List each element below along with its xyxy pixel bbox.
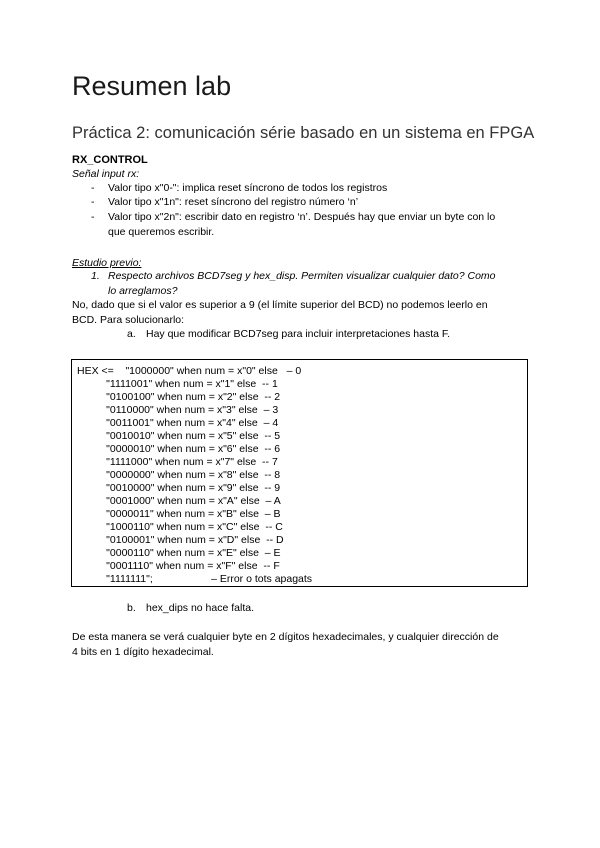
bullet-text: Valor tipo x"2n": escribir dato en registro ‘n’. Después hay que enviar un byte con lo <box>108 211 496 223</box>
bullet-marker: - <box>91 211 95 223</box>
answer-text: No, dado que si el valor es superior a 9 (el límite superior del BCD) no podemos leerlo en <box>72 299 488 311</box>
input-label: Señal input rx: <box>72 168 140 180</box>
conclusion-text-continuation: 4 bits en 1 dígito hexadecimal. <box>72 646 214 658</box>
code-line: "0010010" when num = x"5" else -- 5 <box>77 430 281 442</box>
code-line: "0010000" when num = x"9" else -- 9 <box>77 482 281 494</box>
answer-text-continuation: BCD. Para solucionarlo: <box>72 314 185 326</box>
conclusion-text: De esta manera se verá cualquier byte en 2 dígitos hexadecimales, y cualquier dirección de <box>72 631 499 643</box>
item-a-marker: a. <box>127 328 136 340</box>
page-title: Resumen lab <box>72 71 232 101</box>
code-line: "0100001" when num = x"D" else -- D <box>77 534 284 546</box>
code-box <box>71 359 528 587</box>
section-heading: RX_CONTROL <box>72 154 148 166</box>
question-marker: 1. <box>91 270 100 282</box>
item-a-text: Hay que modificar BCD7seg para incluir interpretaciones hasta F. <box>146 328 451 340</box>
code-line: "0000011" when num = x"B" else – B <box>77 508 281 520</box>
estudio-previo-label: Estudio previo: <box>72 257 142 269</box>
bullet-text: Valor tipo x"1n": reset síncrono del registro número ‘n’ <box>108 196 359 208</box>
code-line: "0110000" when num = x"3" else – 3 <box>77 404 279 416</box>
question-text-continuation: lo arreglamos? <box>108 285 178 297</box>
code-line: "0000110" when num = x"E" else – E <box>77 547 281 559</box>
bullet-text: Valor tipo x"0-": implica reset síncrono de todos los registros <box>108 182 388 194</box>
question-text: Respecto archivos BCD7seg y hex_disp. Permiten visualizar cualquier dato? Como <box>108 270 496 282</box>
code-line: "1111000" when num = x"7" else -- 7 <box>77 456 278 468</box>
subtitle: Práctica 2: comunicación sérіe basado en un sistema en FPGA <box>72 124 535 142</box>
code-line: "1000110" when num = x"C" else -- C <box>77 521 283 533</box>
item-b-text: hex_dips no hace falta. <box>146 602 254 614</box>
code-line: "0001000" when num = x"A" else – A <box>77 495 281 507</box>
bullet-marker: - <box>91 182 95 194</box>
code-line: "0001110" when num = x"F" else -- F <box>77 560 280 572</box>
item-b-marker: b. <box>127 602 136 614</box>
bullet-text-continuation: que queremos escribir. <box>108 226 215 238</box>
code-line: HEX <= "1000000" when num = x"0" else – 0 <box>77 365 302 377</box>
code-line: "0000000" when num = x"8" else -- 8 <box>77 469 281 481</box>
code-line: "1111001" when num = x"1" else -- 1 <box>77 378 278 390</box>
bullet-marker: - <box>91 196 95 208</box>
code-line: "0100100" when num = x"2" else -- 2 <box>77 391 281 403</box>
code-line: "1111111"; – Error o tots apagats <box>77 573 313 585</box>
code-line: "0011001" when num = x"4" else – 4 <box>77 417 279 429</box>
code-line: "0000010" when num = x"6" else -- 6 <box>77 443 281 455</box>
